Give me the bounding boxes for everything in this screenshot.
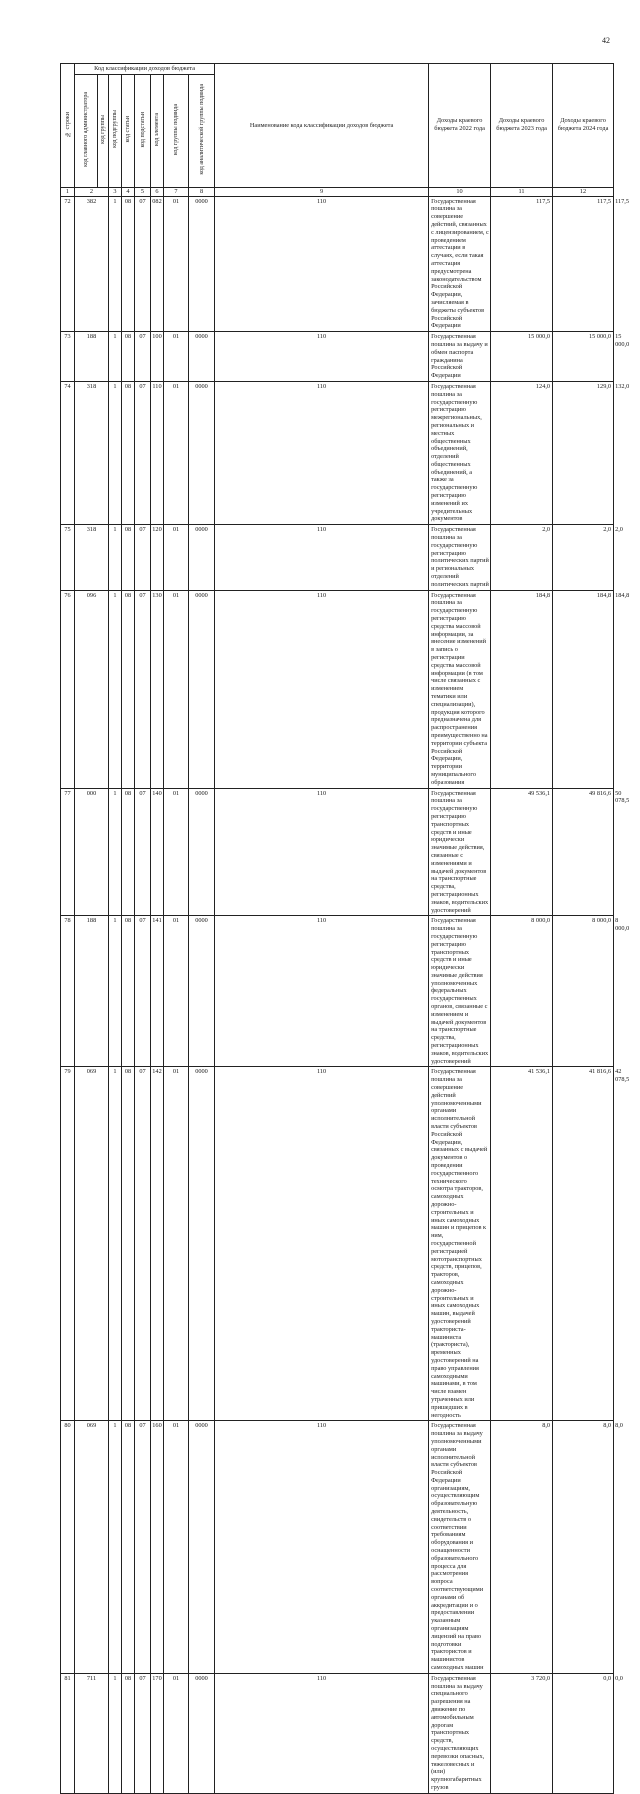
code-group: 1 (109, 916, 122, 1067)
code-analytic-group: 110 (215, 1673, 429, 1793)
column-number-row (61, 187, 614, 196)
value-2023: 129,0 (553, 381, 614, 524)
code-subtype-group: 0000 (189, 590, 215, 788)
header-code-administrator: код главного администратора (75, 74, 98, 187)
code-analytic-group: 110 (215, 590, 429, 788)
code-administrator: 382 (75, 196, 109, 332)
value-2022: 15 000,0 (491, 332, 553, 382)
code-subgroup: 08 (122, 590, 135, 788)
code-subarticle: 082 (151, 196, 164, 332)
value-2023: 2,0 (553, 525, 614, 590)
code-administrator: 188 (75, 916, 109, 1067)
table-row: 74 318 1 08 07 110 01 0000 110 Государственная пошлина за государственную регистрацию межрегиональных, региональных и местных общественных объединений, отделений общественных объединений, а также за государственную регистрацию изменений их учредительных документов 124,0 129,0 132,0 (61, 381, 614, 524)
code-group: 1 (109, 788, 122, 916)
code-subtype-group: 0000 (189, 525, 215, 590)
value-2023: 117,5 (553, 196, 614, 332)
revenue-name: Государственная пошлина за государственную регистрацию средства массовой информации, за внесение изменений в запись о регистрации средства массовой информации (в том числе связанных с изменением тематики или специализации), продукция которого предназначена для распространения преимущественно на территории субъекта Российской Федерации, территории муниципального образования (429, 590, 491, 788)
code-article: 07 (135, 1673, 151, 1793)
header-code-article: код статьи (122, 74, 135, 187)
code-subgroup: 08 (122, 332, 135, 382)
code-administrator: 069 (75, 1067, 109, 1421)
column-number: 4 (122, 187, 135, 196)
row-number: 72 (61, 196, 75, 332)
column-number: 1 (61, 187, 75, 196)
code-subtype-group: 0000 (189, 1421, 215, 1674)
code-element: 01 (164, 916, 189, 1067)
code-subgroup: 08 (122, 916, 135, 1067)
revenue-name: Государственная пошлина за выдачу и обмен паспорта гражданина Российской Федерации (429, 332, 491, 382)
code-subgroup: 08 (122, 525, 135, 590)
code-administrator: 711 (75, 1673, 109, 1793)
row-number: 80 (61, 1421, 75, 1674)
column-number: 3 (109, 187, 122, 196)
revenue-name: Государственная пошлина за государственную регистрацию политических партий и региональных отделений политических партий (429, 525, 491, 590)
code-subtype-group: 0000 (189, 916, 215, 1067)
code-element: 01 (164, 1421, 189, 1674)
value-2023: 49 816,6 (553, 788, 614, 916)
row-number: 79 (61, 1067, 75, 1421)
revenue-name: Государственная пошлина за государственную регистрацию транспортных средств и иные юридически значимые действия уполномоченных федеральных государственных органов, связанные с изменением и выдачей документов на транспортные средства, регистрационных знаков, водительских удостоверений (429, 916, 491, 1067)
page-number: 42 (602, 36, 610, 45)
header-code-subtype-group: код группы подвида (164, 74, 189, 187)
code-element: 01 (164, 1673, 189, 1793)
code-article: 07 (135, 381, 151, 524)
column-number: 8 (189, 187, 215, 196)
row-number: 75 (61, 525, 75, 590)
header-year-2022: Доходы краевого бюджета 2022 года (429, 64, 491, 188)
revenue-name: Государственная пошлина за выдачу уполномоченными органами исполнительной власти субъектов Российской Федерации организациям, осуществляющим образовательную деятельность, свидетельств о соответствии требованиям оборудования и оснащенности образовательного процесса для рассмотрения вопроса соответствующими органами об аккредитации и о предоставлении указанным организациям лицензий на право подготовки трактористов и машинистов самоходных машин (429, 1421, 491, 1674)
code-group: 1 (109, 196, 122, 332)
value-2022: 8,0 (491, 1421, 553, 1674)
code-group: 1 (109, 381, 122, 524)
code-subarticle: 170 (151, 1673, 164, 1793)
code-administrator: 318 (75, 381, 109, 524)
value-2022: 8 000,0 (491, 916, 553, 1067)
code-administrator: 318 (75, 525, 109, 590)
header-code-analytic-group: код аналитической группы подвида (189, 74, 215, 187)
code-subgroup: 08 (122, 196, 135, 332)
value-2022: 117,5 (491, 196, 553, 332)
code-group: 1 (109, 332, 122, 382)
code-article: 07 (135, 1421, 151, 1674)
code-subarticle: 100 (151, 332, 164, 382)
value-2023: 0,0 (553, 1673, 614, 1793)
header-code-element: код элемента (151, 74, 164, 187)
code-element: 01 (164, 196, 189, 332)
row-number: 74 (61, 381, 75, 524)
revenue-table (60, 63, 630, 1794)
revenue-name: Государственная пошлина за совершение действий уполномоченными органами исполнительной власти субъектов Российской Федерации, связанных с выдачей документов о проведении государственного технического осмотра тракторов, самоходных дорожно-строительных и иных самоходных машин и прицепов к ним, государственной регистрацией мототранспортных средств, прицепов, тракторов, самоходных дорожно-строительных и иных самоходных машин, выдачей удостоверений тракториста-машиниста (тракториста), временных удостоверений на право управления самоходными машинами, в том числе взамен утраченных или пришедших в негодность (429, 1067, 491, 1421)
revenue-name: Государственная пошлина за государственную регистрацию транспортных средств и иные юридически значимые действия, связанные с изменениями и выдачей документов на транспортные средства, регистрационных знаков, водительских удостоверений (429, 788, 491, 916)
code-element: 01 (164, 381, 189, 524)
code-element: 01 (164, 1067, 189, 1421)
code-subgroup: 08 (122, 788, 135, 916)
code-analytic-group: 110 (215, 788, 429, 916)
code-subgroup: 08 (122, 1421, 135, 1674)
code-subarticle: 130 (151, 590, 164, 788)
table-row: 73 188 1 08 07 100 01 0000 110 Государственная пошлина за выдачу и обмен паспорта гражданина Российской Федерации 15 000,0 15 000,0 15 000,0 (61, 332, 614, 382)
header-row-number: № строки (61, 64, 75, 188)
row-number: 76 (61, 590, 75, 788)
code-administrator: 000 (75, 788, 109, 916)
table-row: 76 096 1 08 07 130 01 0000 110 Государственная пошлина за государственную регистрацию средства массовой информации, за внесение изменений в запись о регистрации средства массовой информации (в том числе связанных с изменением тематики или специализации), продукция которого предназначена для распространения преимущественно на территории субъекта Российской Федерации, территории муниципального образования 184,8 184,8 184,8 (61, 590, 614, 788)
code-analytic-group: 110 (215, 1067, 429, 1421)
code-subtype-group: 0000 (189, 1067, 215, 1421)
header-year-2024: Доходы краевого бюджета 2024 года (553, 64, 614, 188)
code-element: 01 (164, 332, 189, 382)
value-2023: 8 000,0 (553, 916, 614, 1067)
value-2022: 124,0 (491, 381, 553, 524)
code-element: 01 (164, 788, 189, 916)
column-number: 9 (215, 187, 429, 196)
code-group: 1 (109, 1421, 122, 1674)
revenue-name: Государственная пошлина за выдачу специального разрешения на движение по автомобильным дорогам транспортных средств, осуществляющих перевозки опасных, тяжеловесных и (или) крупногабаритных грузов (429, 1673, 491, 1793)
value-2022: 49 536,1 (491, 788, 553, 916)
column-number: 11 (491, 187, 553, 196)
code-article: 07 (135, 196, 151, 332)
value-2023: 8,0 (553, 1421, 614, 1674)
row-number: 73 (61, 332, 75, 382)
code-subtype-group: 0000 (189, 381, 215, 524)
code-element: 01 (164, 590, 189, 788)
code-analytic-group: 110 (215, 332, 429, 382)
table-row: 78 188 1 08 07 141 01 0000 110 Государственная пошлина за государственную регистрацию транспортных средств и иные юридически значимые действия уполномоченных федеральных государственных органов, связанные с изменением и выдачей документов на транспортные средства, регистрационных знаков, водительских удостоверений 8 000,0 8 000,0 8 000,0 (61, 916, 614, 1067)
code-subarticle: 141 (151, 916, 164, 1067)
code-subtype-group: 0000 (189, 1673, 215, 1793)
code-subarticle: 120 (151, 525, 164, 590)
table-row: 80 069 1 08 07 160 01 0000 110 Государственная пошлина за выдачу уполномоченными органами исполнительной власти субъектов Российской Федерации организациям, осуществляющим образовательную деятельность, свидетельств о соответствии требованиям оборудования и оснащенности образовательного процесса для рассмотрения вопроса соответствующими органами об аккредитации и о предоставлении указанным организациям лицензий на право подготовки трактористов и машинистов самоходных машин 8,0 8,0 8,0 (61, 1421, 614, 1674)
code-subtype-group: 0000 (189, 332, 215, 382)
code-subgroup: 08 (122, 1673, 135, 1793)
code-article: 07 (135, 590, 151, 788)
column-number: 5 (135, 187, 151, 196)
code-article: 07 (135, 788, 151, 916)
revenue-name: Государственная пошлина за совершение действий, связанных с лицензированием, с проведением аттестации в случаях, если такая аттестация предусмотрена законодательством Российской Федерации, зачисляемая в бюджеты субъектов Российской Федерации (429, 196, 491, 332)
code-analytic-group: 110 (215, 1421, 429, 1674)
code-article: 07 (135, 525, 151, 590)
code-group: 1 (109, 1067, 122, 1421)
code-group: 1 (109, 590, 122, 788)
column-number: 12 (553, 187, 614, 196)
code-group: 1 (109, 525, 122, 590)
table-row: 72 382 1 08 07 082 01 0000 110 Государственная пошлина за совершение действий, связанных с лицензированием, с проведением аттестации в случаях, если такая аттестация предусмотрена законодательством Российской Федерации, зачисляемая в бюджеты субъектов Российской Федерации 117,5 117,5 117,5 (61, 196, 614, 332)
column-number: 10 (429, 187, 491, 196)
code-administrator: 069 (75, 1421, 109, 1674)
code-administrator: 096 (75, 590, 109, 788)
header-code-subgroup: код подгруппы (109, 74, 122, 187)
table-row: 75 318 1 08 07 120 01 0000 110 Государственная пошлина за государственную регистрацию политических партий и региональных отделений политических партий 2,0 2,0 2,0 (61, 525, 614, 590)
code-subtype-group: 0000 (189, 196, 215, 332)
header-classification-group: Код классификации доходов бюджета (75, 64, 215, 75)
code-subgroup: 08 (122, 1067, 135, 1421)
header-year-2023: Доходы краевого бюджета 2023 года (491, 64, 553, 188)
code-analytic-group: 110 (215, 916, 429, 1067)
value-2022: 41 536,1 (491, 1067, 553, 1421)
code-article: 07 (135, 332, 151, 382)
column-number: 2 (75, 187, 109, 196)
code-subarticle: 110 (151, 381, 164, 524)
revenue-name: Государственная пошлина за государственную регистрацию межрегиональных, региональных и местных общественных объединений, отделений общественных объединений, а также за государственную регистрацию изменений их учредительных документов (429, 381, 491, 524)
column-number: 6 (151, 187, 164, 196)
code-subarticle: 160 (151, 1421, 164, 1674)
value-2023: 15 000,0 (553, 332, 614, 382)
code-subarticle: 140 (151, 788, 164, 916)
code-element: 01 (164, 525, 189, 590)
code-administrator: 188 (75, 332, 109, 382)
value-2022: 184,8 (491, 590, 553, 788)
value-2023: 184,8 (553, 590, 614, 788)
code-group: 1 (109, 1673, 122, 1793)
code-analytic-group: 110 (215, 196, 429, 332)
code-subgroup: 08 (122, 381, 135, 524)
header-name: Наименование кода классификации доходов бюджета (215, 64, 429, 188)
row-number: 81 (61, 1673, 75, 1793)
code-subtype-group: 0000 (189, 788, 215, 916)
column-number: 7 (164, 187, 189, 196)
code-analytic-group: 110 (215, 381, 429, 524)
table-row: 77 000 1 08 07 140 01 0000 110 Государственная пошлина за государственную регистрацию транспортных средств и иные юридически значимые действия, связанные с изменениями и выдачей документов на транспортные средства, регистрационных знаков, водительских удостоверений 49 536,1 49 816,6 50 078,5 (61, 788, 614, 916)
code-article: 07 (135, 916, 151, 1067)
code-subarticle: 142 (151, 1067, 164, 1421)
table-row: 79 069 1 08 07 142 01 0000 110 Государственная пошлина за совершение действий уполномоченными органами исполнительной власти субъектов Российской Федерации, связанных с выдачей документов о проведении государственного технического осмотра тракторов, самоходных дорожно-строительных и иных самоходных машин и прицепов к ним, государственной регистрацией мототранспортных средств, прицепов, тракторов, самоходных дорожно-строительных и иных самоходных машин, выдачей удостоверений тракториста-машиниста (тракториста), временных удостоверений на право управления самоходными машинами, в том числе взамен утраченных или пришедших в негодность 41 536,1 41 816,6 42 078,5 (61, 1067, 614, 1421)
value-2022: 2,0 (491, 525, 553, 590)
code-article: 07 (135, 1067, 151, 1421)
value-2023: 41 816,6 (553, 1067, 614, 1421)
code-analytic-group: 110 (215, 525, 429, 590)
row-number: 78 (61, 916, 75, 1067)
table-row: 81 711 1 08 07 170 01 0000 110 Государственная пошлина за выдачу специального разрешения на движение по автомобильным дорогам транспортных средств, осуществляющих перевозки опасных, тяжеловесных и (или) крупногабаритных грузов 3 720,0 0,0 0,0 (61, 1673, 614, 1793)
header-code-group: код группы (98, 74, 109, 187)
header-code-subarticle: код подстатьи (135, 74, 151, 187)
value-2022: 3 720,0 (491, 1673, 553, 1793)
row-number: 77 (61, 788, 75, 916)
